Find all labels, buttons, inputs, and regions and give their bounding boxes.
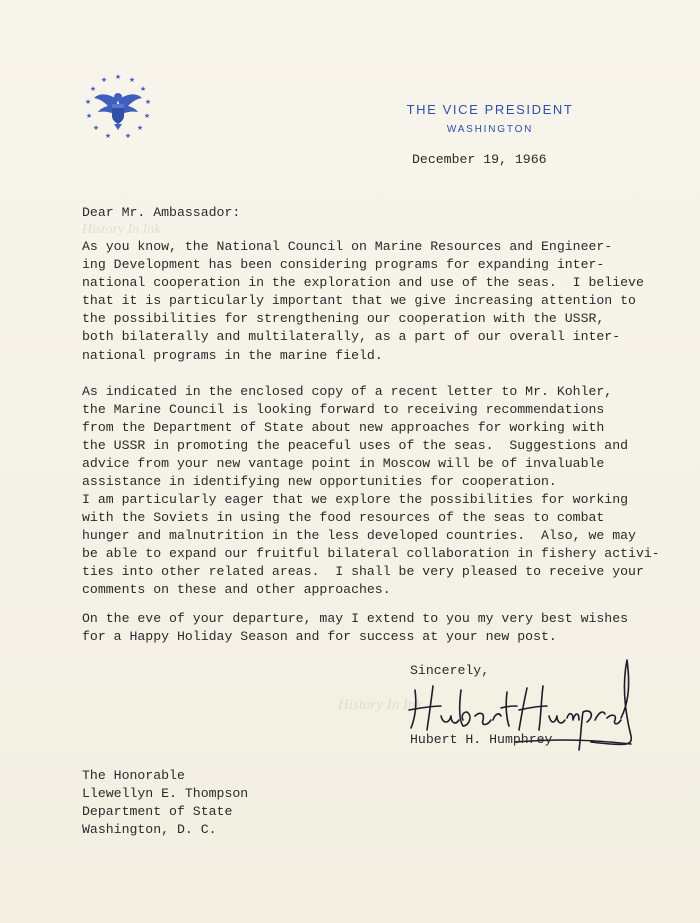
recipient-address [82, 767, 248, 839]
svg-text:★: ★ [128, 76, 136, 84]
svg-text:★: ★ [100, 76, 108, 84]
svg-text:★: ★ [143, 112, 151, 120]
signer-name: Hubert H. Humphrey [410, 732, 553, 747]
address-line: Department of State [82, 804, 233, 820]
vice-president-seal-icon [82, 72, 154, 144]
paragraph-1: As you know, the National Council on Marine Resources and Engineer- ing Development has been considering programs for expanding inter- national cooperation in the exploration and use of the seas. I believe that it is particularly important that we give increasing attention to the possibilities for strengthening our cooperation with the USSR, both bilaterally and multilaterally, as a part of our overall inter- national programs in the marine field. [82, 239, 644, 363]
closing: Sincerely, [410, 663, 490, 678]
salutation: Dear Mr. Ambassador: [82, 205, 241, 220]
svg-text:★: ★ [114, 73, 122, 81]
svg-text:★: ★ [104, 132, 112, 140]
svg-text:★: ★ [92, 124, 100, 132]
svg-text:★: ★ [136, 124, 144, 132]
svg-text:★: ★ [139, 85, 147, 93]
svg-text:★: ★ [144, 98, 152, 106]
address-line: The Honorable [82, 768, 185, 783]
watermark: History In Ink [338, 697, 423, 713]
letterhead-subtitle: WASHINGTON [446, 124, 534, 135]
letter-date: December 19, 1966 [412, 152, 547, 167]
svg-text:★: ★ [89, 85, 97, 93]
paragraph-4: On the eve of your departure, may I extend to you my very best wishes for a Happy Holiday Season and for success at your new post. [82, 611, 629, 645]
svg-text:★: ★ [85, 112, 93, 120]
paragraph-3: I am particularly eager that we explore the possibilities for working with the Soviets in using the food resources of the seas to combat hunger and malnutrition in the less developed countries. Also, we may be able to expand our fruitful bilateral collaboration in fishery activi- ties into other related areas. I shall be very pleased to receive your comments on these and other approaches. [82, 492, 660, 598]
letterhead-title: THE VICE PRESIDENT [406, 102, 574, 117]
svg-text:★: ★ [84, 98, 92, 106]
svg-text:★: ★ [124, 132, 132, 140]
letterhead [380, 102, 600, 135]
address-line: Washington, D. C. [82, 822, 217, 838]
address-line: Llewellyn E. Thompson [82, 786, 249, 802]
paragraph-2: As indicated in the enclosed copy of a recent letter to Mr. Kohler, the Marine Council is looking forward to receiving recommendations from the Department of State about new approaches for working with the USSR in promoting the peaceful uses of the seas. Suggestions and advice from your new vantage point in Moscow will be of invaluable assistance in identifying new opportunities for cooperation. [82, 384, 629, 490]
watermark: History In Ink [82, 222, 161, 237]
